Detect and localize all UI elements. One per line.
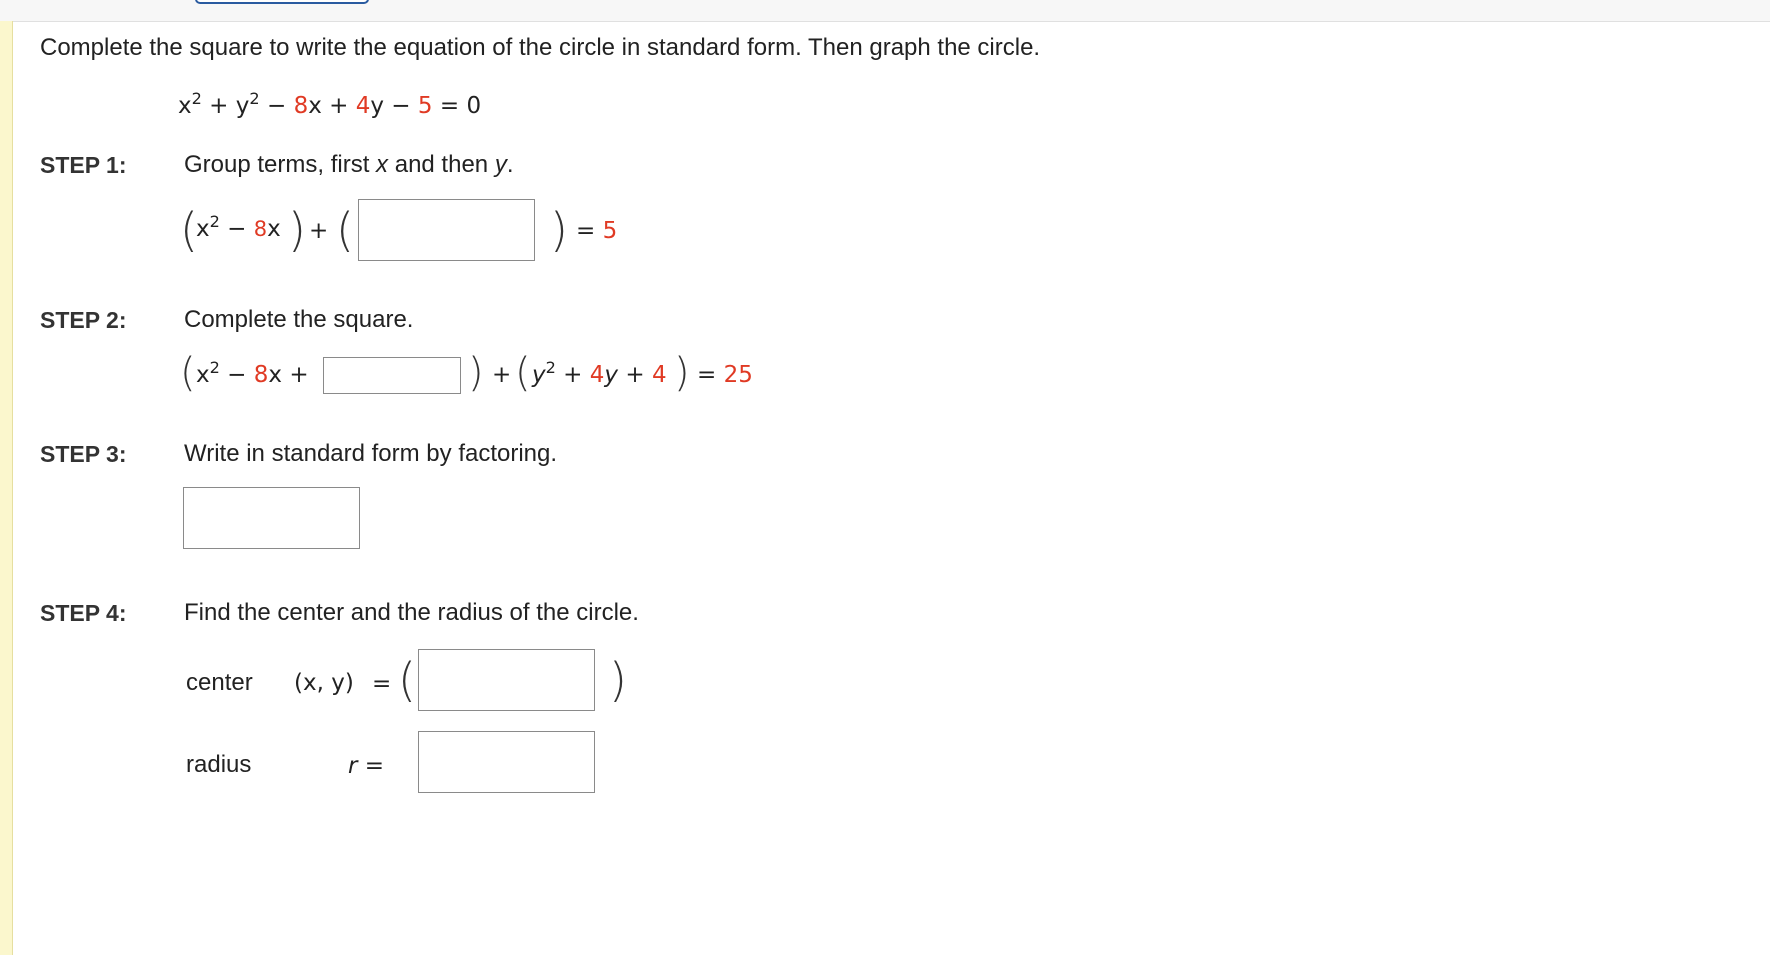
- step1-x: x: [196, 216, 210, 242]
- step1-x-group: [196, 212, 281, 242]
- step1-minus: −: [219, 216, 254, 242]
- radius-var: r: [348, 753, 358, 779]
- left-margin-bar: [0, 21, 13, 955]
- radius-label: radius: [186, 751, 252, 778]
- step2-plus: +: [492, 362, 512, 388]
- eq-const: 5: [417, 93, 433, 119]
- radius-input[interactable]: [418, 731, 595, 793]
- step2-text: Complete the square.: [184, 306, 414, 333]
- step1-rhs-value: 5: [602, 218, 618, 244]
- step1-coef-8: 8: [253, 217, 268, 241]
- step1-close-paren-2: ): [550, 203, 568, 257]
- step2-plus-y: +: [555, 362, 590, 388]
- step2-open-paren-2: (: [515, 350, 531, 396]
- top-bar: [0, 0, 1770, 22]
- step2-coef-4: 4: [589, 362, 605, 388]
- step4-text: Find the center and the radius of the circle.: [184, 599, 639, 626]
- step2-complete-square-input[interactable]: [323, 357, 461, 394]
- step1-var: x: [267, 216, 281, 242]
- step2-x-exp: 2: [209, 358, 220, 378]
- step2-rhs-value: 25: [723, 362, 753, 388]
- eq-minus1: −: [259, 93, 294, 119]
- step2-plus-in: +: [282, 362, 309, 388]
- step4-label: STEP 4:: [40, 600, 127, 626]
- step2-y-exp: 2: [545, 358, 556, 378]
- step2-plus-c: +: [618, 362, 652, 388]
- eq-y: y: [235, 93, 250, 119]
- center-xy-label: (x, y): [294, 670, 354, 696]
- problem-instruction: Complete the square to write the equation of the circle in standard form. Then graph the circle.: [40, 34, 1041, 61]
- eq-plus2: +: [321, 93, 356, 119]
- center-close-paren: ): [609, 653, 627, 707]
- step3-text: Write in standard form by factoring.: [184, 440, 558, 467]
- step1-var-y: y: [494, 151, 507, 178]
- eq-var-x: x: [308, 93, 322, 119]
- step1-equals: =: [576, 218, 603, 244]
- step1-rhs: [576, 218, 617, 244]
- center-open-paren: (: [398, 653, 416, 707]
- step2-open-paren: (: [180, 350, 196, 396]
- step2-y: y: [532, 362, 546, 388]
- step2-close-paren: ): [468, 350, 484, 396]
- step2-x: x: [196, 362, 210, 388]
- step1-plus: +: [309, 218, 329, 244]
- active-tab-indicator[interactable]: [195, 0, 369, 4]
- eq-equals-zero: = 0: [432, 93, 482, 119]
- step1-var-x: x: [376, 151, 389, 178]
- eq-plus1: +: [201, 93, 236, 119]
- step1-open-paren: (: [180, 203, 198, 257]
- step1-text-c: .: [506, 151, 514, 178]
- radius-var-eq: [348, 753, 384, 779]
- step1-close-paren: ): [288, 203, 306, 257]
- center-equals: =: [372, 671, 392, 697]
- step3-standard-form-input[interactable]: [183, 487, 360, 549]
- step2-label: STEP 2:: [40, 307, 127, 333]
- step2-coef-8: 8: [253, 362, 269, 388]
- step2-rhs: [697, 362, 753, 388]
- eq-coef-8: 8: [293, 93, 309, 119]
- step1-y-terms-input[interactable]: [358, 199, 535, 261]
- step2-y-group: [532, 358, 667, 388]
- step3-label: STEP 3:: [40, 441, 127, 467]
- step2-close-paren-2: ): [674, 350, 690, 396]
- radius-equals: =: [357, 753, 385, 779]
- eq-minus2: −: [384, 93, 418, 119]
- step1-open-paren-2: (: [336, 203, 354, 257]
- step2-const: 4: [651, 362, 667, 388]
- step1-x-exp: 2: [209, 212, 220, 232]
- step2-var: x: [268, 362, 283, 388]
- step2-minus: −: [219, 362, 254, 388]
- given-equation: [178, 89, 482, 119]
- step2-x-group: [196, 358, 309, 388]
- step2-var-y: y: [604, 362, 619, 388]
- eq-y-exp: 2: [249, 89, 260, 109]
- step2-equals: =: [697, 362, 724, 388]
- center-label: center: [186, 669, 253, 696]
- step1-label: STEP 1:: [40, 152, 127, 178]
- eq-x-exp: 2: [191, 89, 202, 109]
- step1-text: [184, 151, 513, 179]
- eq-x: x: [178, 93, 192, 119]
- eq-var-y: y: [370, 93, 384, 119]
- step1-text-a: Group terms, first: [184, 151, 377, 178]
- step1-text-b: and then: [388, 151, 495, 178]
- eq-coef-4: 4: [355, 93, 371, 119]
- center-input[interactable]: [418, 649, 595, 711]
